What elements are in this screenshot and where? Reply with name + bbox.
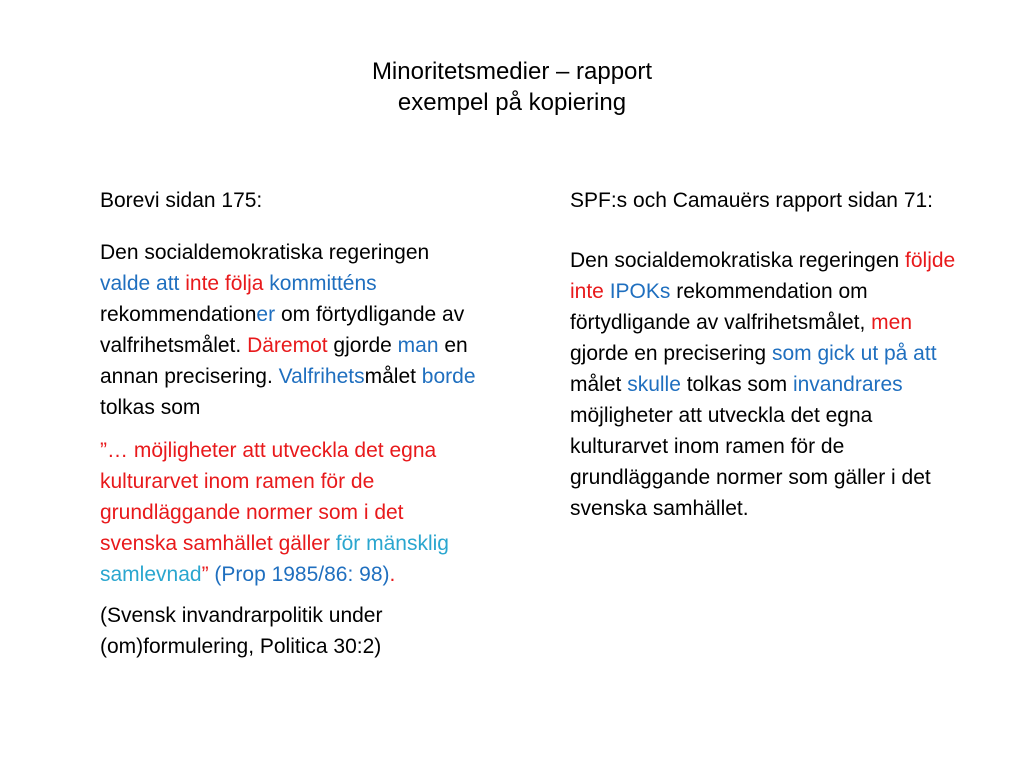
left-body-paragraph xyxy=(100,237,480,423)
left-heading: Borevi sidan 175: xyxy=(100,189,263,212)
text-run: invandrares xyxy=(792,373,903,396)
text-run: er xyxy=(256,303,276,326)
text-run: borde xyxy=(421,365,476,388)
left-quote-paragraph xyxy=(100,435,480,590)
slide-title xyxy=(0,56,1024,118)
text-run: (Prop 1985/86: 98) xyxy=(214,563,390,586)
text-run: valde att xyxy=(100,272,180,295)
right-heading: SPF:s och Camauërs rapport sidan 71: xyxy=(570,189,934,212)
text-run: målet xyxy=(364,365,422,388)
text-run: Däremot xyxy=(247,334,328,357)
text-run: skulle xyxy=(627,373,681,396)
text-run: tolkas som xyxy=(100,396,201,419)
text-run: . xyxy=(389,563,396,586)
text-run: för mänsklig samlevnad xyxy=(100,532,449,586)
text-run: möjligheter att utveckla det egna kulturarvet inom ramen för de grundläggande normer som gäller i det svenska samhället. xyxy=(570,404,931,520)
left-column xyxy=(100,185,480,662)
title-line-1: Minoritetsmedier – rapport xyxy=(371,58,653,85)
text-run: gjorde en precisering xyxy=(570,342,772,365)
text-run: om förtydligande av valfrihetsmålet. xyxy=(100,303,465,357)
right-body-paragraph xyxy=(570,245,970,524)
text-run: kommitténs xyxy=(269,272,377,295)
text-run: IPOKs xyxy=(609,280,671,303)
text-run: man xyxy=(397,334,439,357)
text-run: följde inte xyxy=(570,249,956,303)
text-run: som gick ut på att xyxy=(771,342,937,365)
left-source-citation: (Svensk invandrarpolitik under (om)formulering, Politica 30:2) xyxy=(100,604,383,658)
text-run: gjorde xyxy=(327,334,398,357)
right-column xyxy=(570,185,970,524)
text-run: rekommendation om förtydligande av valfrihetsmålet, xyxy=(570,280,872,334)
text-run: målet xyxy=(570,373,628,396)
text-run: ” xyxy=(201,563,215,586)
text-run: ”… möjligheter att utveckla det egna kulturarvet inom ramen för de grundläggande normer som i det svenska samhället gäller xyxy=(100,439,437,555)
text-run: inte följa xyxy=(185,272,264,295)
title-line-2: exempel på kopiering xyxy=(397,89,627,116)
text-run: en annan precisering. xyxy=(100,334,468,388)
text-run: Den socialdemokratiska regeringen xyxy=(570,249,906,272)
text-run: tolkas som xyxy=(680,373,793,396)
text-run: Valfrihets xyxy=(278,365,365,388)
text-run: Den socialdemokratiska regeringen xyxy=(100,241,430,264)
text-run: rekommendation xyxy=(100,303,257,326)
text-run: men xyxy=(871,311,913,334)
